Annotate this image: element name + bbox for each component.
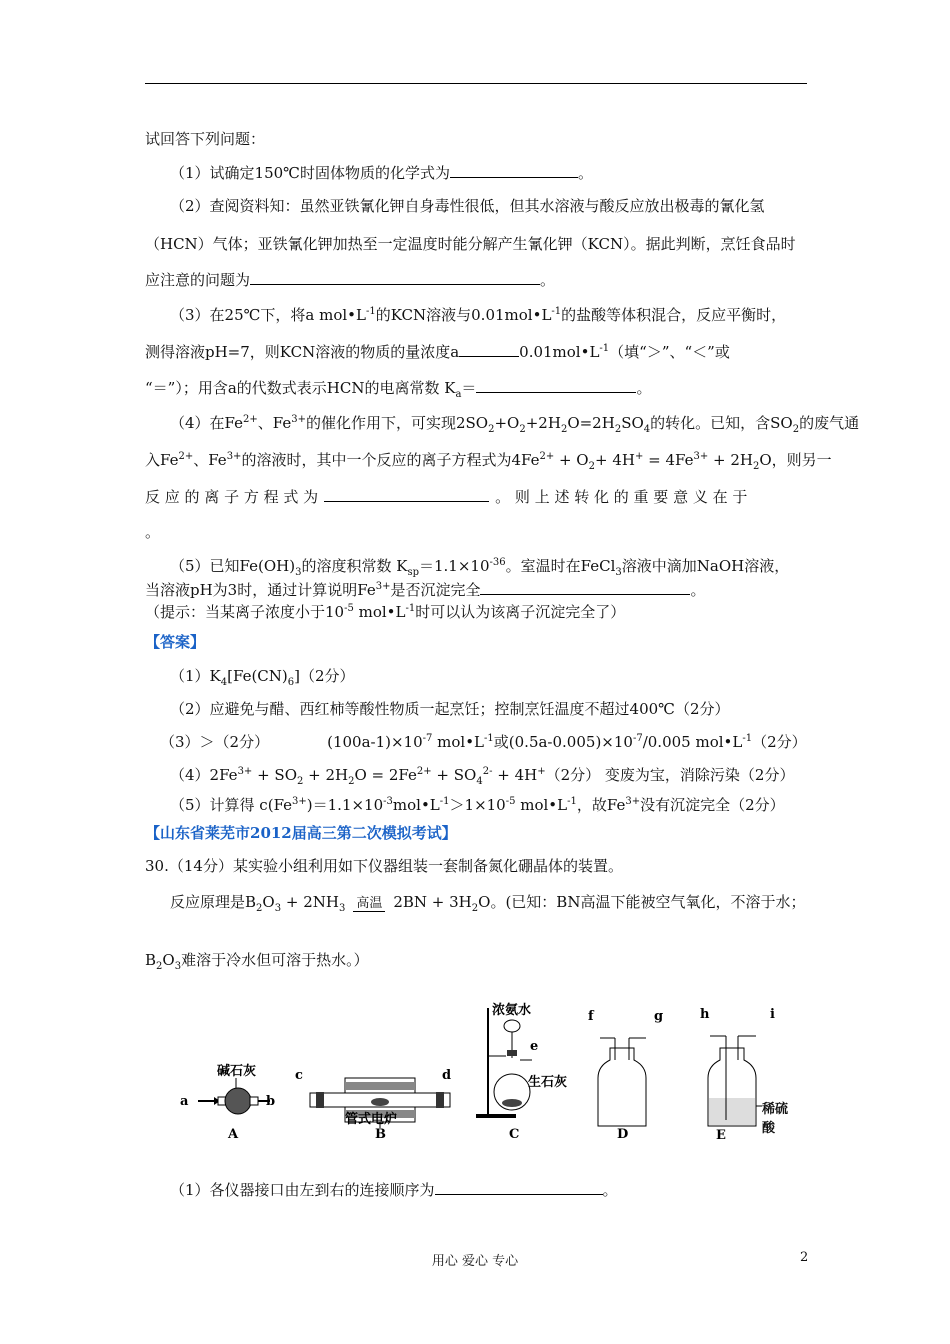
answer-4: $(4)2Fe^{3+} + SO_2 + 2H_2O = 2Fe^{2+} + SO_4^{2-} + 4H^+(2$分） 变废为宝，消除污染（2分） — [170, 766, 795, 787]
answer-blank[interactable] — [250, 270, 540, 285]
label-tube-furnace: 管式电炉 — [345, 1112, 398, 1127]
hint-line: （提示：当某离子浓度小于$10^{-5}$ $mol•L^{-1}$时可以认为该离子沉淀完全了） — [145, 603, 626, 621]
apparatus-figure — [170, 998, 790, 1148]
reaction-note: $B_2O_3$难溶于冷水但可溶于热水。） — [145, 951, 369, 972]
question-1: （1）试确定150℃时固体物质的化学式为 。 — [170, 164, 593, 182]
question-2-line2: （HCN）气体；亚铁氰化钾加热至一定温度时能分解产生氰化钾（KCN）。据此判断，烹饪食品时 — [145, 235, 796, 253]
label-c: c — [295, 1068, 303, 1083]
label-i: i — [770, 1007, 775, 1022]
source-label: 【山东省莱芜市2012届高三第二次模拟考试】 — [145, 824, 457, 842]
label-h: h — [700, 1007, 710, 1022]
answer-blank[interactable] — [324, 487, 489, 502]
caption-d: D — [617, 1127, 629, 1142]
question-2-line3: 应注意的问题为 。 — [145, 271, 556, 289]
label-f: f — [588, 1009, 594, 1024]
answer-blank[interactable] — [476, 378, 636, 393]
question-4-line3: 反 应 的 离 子 方 程 式 为 。 则 上 述 转 化 的 重 要 意 义 在 于 — [145, 488, 748, 506]
label-e: e — [530, 1039, 539, 1054]
header-rule — [145, 83, 807, 84]
apparatus-a — [180, 1063, 275, 1142]
answer-2: （2）应避免与醋、西红柿等酸性物质一起烹饪；控制烹饪温度不超过400℃（2分） — [170, 700, 730, 718]
page-number: 2 — [800, 1250, 809, 1265]
question-2-line1: （2）查阅资料知：虽然亚铁氰化钾自身毒性很低，但其水溶液与酸反应放出极毒的氰化氢 — [170, 197, 765, 215]
question-3-line1: （3）在25℃下，将a $mol•L^{-1}$的KCN溶液与$0.01mol•L^{-1}$的盐酸等体积混合，反应平衡时， — [170, 306, 787, 324]
question-4-line1: （4）在$Fe^{2+}$、$Fe^{3+}$的催化作用下，可实现$2SO_2+O_2+2H_2O=2H_2SO_4$的转化。已知，含$SO_2$的废气通 — [170, 414, 860, 435]
apparatus-d — [588, 1009, 663, 1142]
apparatus-b — [295, 1068, 451, 1142]
apparatus-drawing — [170, 998, 790, 1148]
page-footer: 用心 爱心 专心 — [431, 1254, 519, 1269]
answer-blank[interactable] — [480, 580, 690, 595]
answer-5: （5）计算得 $c(Fe^{3+})=1.1\times 10^{-3}mol•L^{-1}>1\times 10^{-5}$ $mol•L^{-1}$，故$Fe^{3+}$没有沉淀完全（2分） — [170, 796, 785, 814]
question-5-line2: 当溶液pH为3时，通过计算说明$Fe^{3+}$是否沉淀完全 。 — [145, 581, 706, 599]
answer-label: 【答案】 — [145, 633, 206, 651]
label-conc-ammonia: 浓氨水 — [492, 1003, 532, 1018]
reaction-condition: 高温 — [353, 896, 385, 912]
answer-blank[interactable] — [435, 1180, 603, 1195]
answer-3: （3）＞（2分） $(100a-1)\times 10^{-7}$ $mol•L^{-1}$或$(0.5a-0.005)\times 10^{-7}/0.005$ $mol•L^{-1}(2$分） — [160, 733, 807, 751]
label-d: d — [442, 1068, 452, 1083]
label-quicklime: 生石灰 — [528, 1075, 568, 1090]
label-a: a — [180, 1094, 189, 1109]
apparatus-c — [476, 1002, 567, 1142]
answer-blank[interactable] — [459, 342, 519, 357]
label-b: b — [266, 1094, 276, 1109]
caption-b: B — [375, 1127, 386, 1142]
intro-text: 试回答下列问题： — [145, 130, 266, 148]
answer-blank[interactable] — [450, 163, 578, 178]
label-dilute-sulfuric-acid: 稀硫酸 — [762, 1102, 789, 1136]
caption-a: A — [228, 1127, 239, 1142]
question-4-line4: 。 — [145, 523, 161, 541]
question-5-line1: （5）已知$Fe(OH)_3$的溶度积常数 $K_{sp}=1.1\times 10^{-36}$。室温时在FeCl$_3$溶液中滴加NaOH溶液， — [170, 557, 790, 578]
caption-c: C — [509, 1127, 520, 1142]
label-g: g — [654, 1009, 664, 1024]
question-3-line2: 测得溶液pH=7，则KCN溶液的物质的量浓度a $0.01mol•L^{-1}$（填“＞”、“＜”或 — [145, 343, 730, 361]
reaction-principle: 反应原理是$B_2O_3 + 2NH_3$ 高温 $2BN + 3H_2O$。(已知：BN高温下能被空气氧化，不溶于水； — [170, 893, 806, 914]
question-3-line3: “＝”）；用含a的代数式表示HCN的电离常数 $K_a=$ 。 — [145, 379, 652, 400]
question-30-title: 30.（14分）某实验小组利用如下仪器组装一套制备氮化硼晶体的装置。 — [145, 857, 623, 875]
answer-1: $(1)K_4[Fe(CN)_6](2$分） — [170, 667, 355, 688]
question-30-sub1: （1）各仪器接口由左到右的连接顺序为 。 — [170, 1181, 618, 1199]
label-soda-lime: 碱石灰 — [217, 1064, 257, 1079]
caption-e: E — [716, 1128, 726, 1143]
question-4-line2: 入$Fe^{2+}$、$Fe^{3+}$的溶液时，其中一个反应的离子方程式为$4Fe^{2+} + O_2+ 4H^+ = 4Fe^{3+} + 2H_2O$，则另一 — [145, 451, 832, 472]
